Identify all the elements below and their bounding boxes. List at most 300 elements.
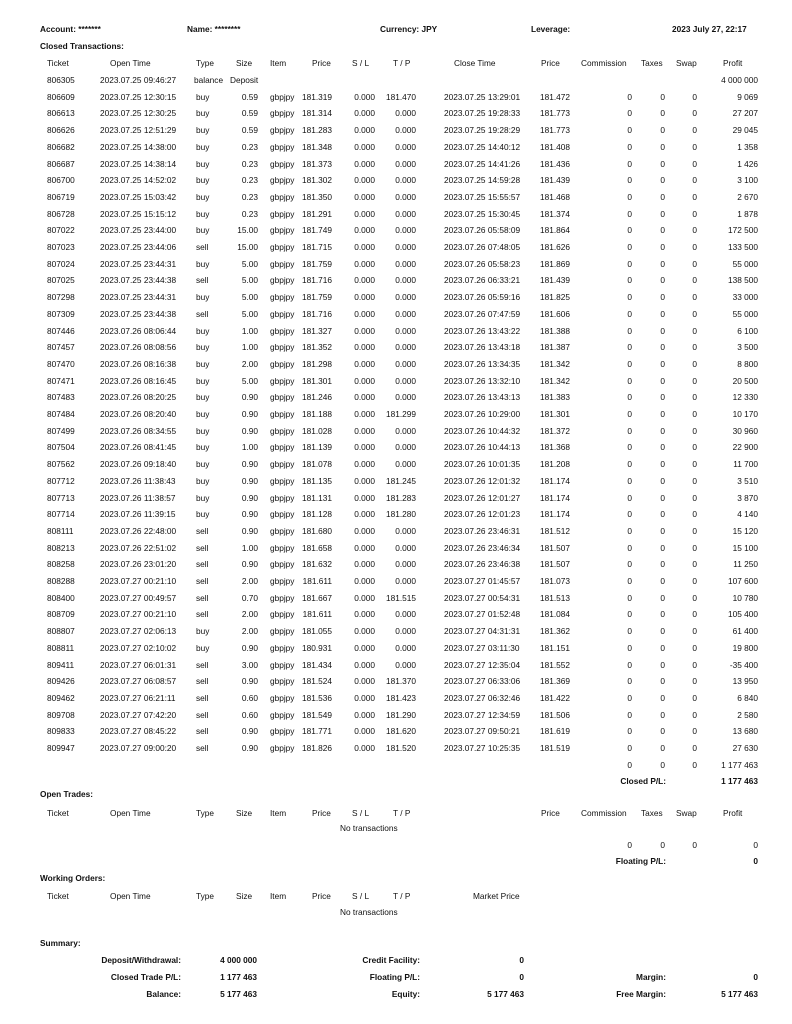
- cell-item: gbpjpy: [270, 542, 295, 553]
- cell-item: gbpjpy: [270, 325, 295, 336]
- table-row: [0, 173, 792, 190]
- cell-swap: 0: [692, 492, 697, 503]
- cell-size: 0.90: [241, 392, 258, 403]
- cell-item: gbpjpy: [270, 342, 295, 353]
- cell-sl: 0.000: [354, 743, 375, 753]
- cell-item: gbpjpy: [270, 576, 295, 586]
- balance-label: Balance:: [146, 989, 181, 999]
- cell-item: gbpjpy: [270, 676, 295, 687]
- cell-sl: 0.000: [354, 509, 375, 520]
- table-row: [0, 557, 792, 574]
- cell-size: Deposit: [230, 75, 259, 85]
- cell-swap: 0: [692, 375, 697, 386]
- cell-item: gbpjpy: [270, 525, 295, 536]
- cell-swap: 0: [692, 125, 697, 136]
- cell-commission: 0: [627, 592, 632, 603]
- cell-close-price: 181.084: [540, 609, 570, 620]
- cell-taxes: 0: [660, 175, 665, 186]
- cell-commission: 0: [627, 525, 632, 536]
- cell-size: 0.90: [241, 425, 258, 436]
- cell-swap: 0: [692, 358, 697, 369]
- total-commission: 0: [627, 759, 632, 770]
- cell-open-time: 2023.07.25 23:44:31: [100, 292, 177, 303]
- cell-taxes: 0: [660, 692, 665, 703]
- cell-price: 181.131: [302, 492, 332, 503]
- cell-tp: 181.515: [386, 592, 416, 603]
- cell-item: gbpjpy: [270, 125, 295, 136]
- cell-sl: 0.000: [354, 676, 375, 687]
- floating-pl-value: 0: [519, 972, 524, 982]
- open-column-header-12: Profit: [723, 808, 743, 818]
- cell-open-time: 2023.07.27 02:10:02: [100, 642, 177, 653]
- table-row: [0, 123, 792, 140]
- open-column-header-3: Size: [236, 808, 253, 818]
- table-row: [0, 273, 792, 290]
- cell-profit: 22 900: [732, 442, 758, 453]
- cell-close-time: 2023.07.26 13:43:13: [444, 392, 521, 403]
- cell-ticket: 806613: [47, 108, 75, 119]
- cell-size: 0.23: [241, 208, 258, 219]
- cell-close-time: 2023.07.25 15:55:57: [444, 191, 521, 202]
- cell-profit: 11 250: [733, 559, 758, 570]
- cell-close-time: 2023.07.26 05:58:23: [444, 258, 521, 269]
- cell-swap: 0: [692, 642, 697, 653]
- cell-sl: 0.000: [354, 191, 375, 202]
- cell-commission: 0: [627, 559, 632, 570]
- cell-tp: 181.520: [386, 743, 416, 753]
- cell-ticket: 808400: [47, 592, 75, 603]
- cell-swap: 0: [692, 692, 697, 703]
- cell-taxes: 0: [660, 442, 665, 453]
- cell-ticket: 809947: [47, 743, 75, 753]
- cell-ticket: 806728: [47, 208, 75, 219]
- total-taxes: 0: [660, 759, 665, 770]
- total-swap: 0: [692, 759, 697, 770]
- cell-ticket: 808258: [47, 559, 75, 570]
- cell-ticket: 807457: [47, 342, 75, 353]
- cell-sl: 0.000: [354, 459, 375, 470]
- cell-tp: 0.000: [395, 158, 416, 169]
- cell-item: gbpjpy: [270, 191, 295, 202]
- cell-size: 0.90: [241, 559, 258, 570]
- cell-price: 181.301: [302, 375, 332, 386]
- cell-close-price: 181.342: [540, 375, 570, 386]
- cell-commission: 0: [627, 509, 632, 520]
- cell-swap: 0: [692, 509, 697, 520]
- cell-size: 2.00: [241, 626, 258, 637]
- cell-size: 5.00: [241, 258, 258, 269]
- cell-price: 181.350: [302, 191, 332, 202]
- cell-sl: 0.000: [354, 442, 375, 453]
- open-column-header-8: Price: [541, 808, 560, 818]
- cell-price: 181.716: [302, 275, 332, 286]
- column-header-commission: Commission: [581, 58, 627, 68]
- cell-profit: 138 500: [728, 275, 758, 286]
- cell-price: 181.826: [302, 743, 332, 753]
- cell-item: gbpjpy: [270, 225, 295, 236]
- cell-swap: 0: [692, 325, 697, 336]
- cell-type: sell: [196, 609, 209, 620]
- cell-type: buy: [196, 409, 210, 419]
- cell-open-time: 2023.07.26 08:20:40: [100, 409, 177, 419]
- cell-profit: 55 000: [732, 258, 758, 269]
- cell-sl: 0.000: [354, 342, 375, 353]
- column-header-swap: Swap: [676, 58, 697, 68]
- working-orders-empty-row: [0, 905, 792, 922]
- cell-sl: 0.000: [354, 659, 375, 670]
- open-column-header-1: Open Time: [110, 808, 151, 818]
- orders-column-header-2: Type: [196, 891, 214, 901]
- cell-ticket: 807712: [47, 475, 75, 486]
- cell-price: 181.352: [302, 342, 332, 353]
- cell-price: 181.549: [302, 709, 332, 720]
- cell-item: gbpjpy: [270, 409, 295, 419]
- cell-commission: 0: [627, 492, 632, 503]
- cell-size: 1.00: [241, 542, 258, 553]
- cell-item: gbpjpy: [270, 609, 295, 620]
- cell-tp: 0.000: [395, 459, 416, 470]
- cell-profit: 27 630: [732, 743, 758, 753]
- open-total-commission: 0: [627, 840, 632, 850]
- table-row: [0, 541, 792, 558]
- cell-item: gbpjpy: [270, 659, 295, 670]
- working-orders-empty: No transactions: [340, 907, 398, 917]
- cell-profit: 105 400: [728, 609, 758, 620]
- cell-item: gbpjpy: [270, 509, 295, 520]
- cell-type: buy: [196, 325, 210, 336]
- cell-close-time: 2023.07.27 03:11:30: [444, 642, 520, 653]
- cell-commission: 0: [627, 709, 632, 720]
- cell-profit: 33 000: [732, 292, 758, 303]
- cell-taxes: 0: [660, 358, 665, 369]
- cell-item: gbpjpy: [270, 475, 295, 486]
- cell-tp: 0.000: [395, 609, 416, 620]
- cell-close-price: 181.422: [540, 692, 570, 703]
- table-row: [0, 591, 792, 608]
- cell-profit: 6 840: [737, 692, 758, 703]
- cell-open-time: 2023.07.26 22:48:00: [100, 525, 177, 536]
- cell-swap: 0: [692, 141, 697, 152]
- table-row: [0, 708, 792, 725]
- column-header-taxes: Taxes: [641, 58, 663, 68]
- cell-close-price: 181.342: [540, 358, 570, 369]
- cell-profit: 61 400: [732, 626, 758, 637]
- cell-profit: 172 500: [728, 225, 758, 236]
- cell-ticket: 806305: [47, 75, 75, 85]
- cell-ticket: 808288: [47, 576, 75, 586]
- cell-taxes: 0: [660, 726, 665, 737]
- cell-price: 181.632: [302, 559, 332, 570]
- table-row: [0, 257, 792, 274]
- table-row: [0, 407, 792, 424]
- cell-swap: 0: [692, 576, 697, 586]
- cell-close-time: 2023.07.26 10:44:13: [444, 442, 521, 453]
- table-row: [0, 658, 792, 675]
- equity-label: Equity:: [391, 989, 420, 999]
- column-header-profit: Profit: [723, 58, 743, 68]
- cell-ticket: 807504: [47, 442, 75, 453]
- cell-taxes: 0: [660, 542, 665, 553]
- cell-commission: 0: [627, 542, 632, 553]
- cell-size: 0.70: [241, 592, 258, 603]
- column-header-ticket: Ticket: [47, 58, 69, 68]
- table-row: [0, 157, 792, 174]
- cell-size: 0.90: [241, 525, 258, 536]
- cell-tp: 0.000: [395, 258, 416, 269]
- cell-ticket: 807446: [47, 325, 75, 336]
- cell-tp: 0.000: [395, 125, 416, 136]
- cell-commission: 0: [627, 325, 632, 336]
- cell-close-price: 181.864: [540, 225, 570, 236]
- cell-profit: 3 500: [737, 342, 758, 353]
- cell-taxes: 0: [660, 409, 665, 419]
- account-label: Account: *******: [40, 24, 101, 34]
- credit-facility-value: 0: [519, 955, 524, 965]
- cell-tp: 0.000: [395, 342, 416, 353]
- cell-close-price: 181.468: [540, 191, 570, 202]
- open-trades-header-row: [0, 805, 792, 822]
- cell-close-price: 181.372: [540, 425, 570, 436]
- cell-tp: 0.000: [395, 358, 416, 369]
- cell-item: gbpjpy: [270, 175, 295, 186]
- cell-taxes: 0: [660, 108, 665, 119]
- cell-ticket: 808111: [47, 525, 74, 536]
- cell-type: buy: [196, 91, 210, 102]
- cell-sl: 0.000: [354, 208, 375, 219]
- cell-open-time: 2023.07.27 06:01:31: [100, 659, 177, 670]
- cell-type: buy: [196, 442, 210, 453]
- cell-type: buy: [196, 292, 210, 303]
- cell-close-time: 2023.07.26 23:46:31: [444, 525, 521, 536]
- cell-price: 181.246: [302, 392, 332, 403]
- cell-open-time: 2023.07.25 23:44:38: [100, 308, 177, 319]
- table-row: [0, 674, 792, 691]
- column-header-type: Type: [196, 58, 214, 68]
- cell-close-time: 2023.07.26 06:33:21: [444, 275, 521, 286]
- margin-value: 0: [753, 972, 758, 982]
- cell-open-time: 2023.07.26 22:51:02: [100, 542, 177, 553]
- credit-facility-label: Credit Facility:: [362, 955, 420, 965]
- cell-commission: 0: [627, 659, 632, 670]
- cell-taxes: 0: [660, 659, 665, 670]
- cell-swap: 0: [692, 292, 697, 303]
- cell-size: 0.90: [241, 509, 258, 520]
- cell-type: buy: [196, 225, 210, 236]
- orders-column-header-3: Size: [236, 891, 253, 901]
- cell-swap: 0: [692, 242, 697, 252]
- cell-swap: 0: [692, 275, 697, 286]
- cell-ticket: 808811: [47, 642, 75, 653]
- cell-commission: 0: [627, 242, 632, 252]
- cell-open-time: 2023.07.26 08:08:56: [100, 342, 177, 353]
- cell-taxes: 0: [660, 258, 665, 269]
- cell-price: 181.055: [302, 626, 332, 637]
- table-row: [0, 524, 792, 541]
- open-column-header-7: T / P: [393, 808, 411, 818]
- cell-close-price: 181.301: [540, 409, 570, 419]
- cell-type: buy: [196, 642, 210, 653]
- cell-tp: 0.000: [395, 292, 416, 303]
- open-total-swap: 0: [692, 840, 697, 850]
- cell-sl: 0.000: [354, 592, 375, 603]
- column-header-size: Size: [236, 58, 253, 68]
- cell-price: 181.078: [302, 459, 332, 470]
- cell-close-time: 2023.07.26 23:46:38: [444, 559, 521, 570]
- cell-swap: 0: [692, 308, 697, 319]
- cell-type: buy: [196, 342, 210, 353]
- cell-open-time: 2023.07.25 14:38:00: [100, 141, 177, 152]
- cell-sl: 0.000: [354, 375, 375, 386]
- table-row: [0, 207, 792, 224]
- cell-ticket: 807309: [47, 308, 75, 319]
- cell-close-time: 2023.07.26 13:43:22: [444, 325, 521, 336]
- cell-sl: 0.000: [354, 108, 375, 119]
- cell-taxes: 0: [660, 626, 665, 637]
- cell-ticket: 807713: [47, 492, 75, 503]
- cell-sl: 0.000: [354, 542, 375, 553]
- cell-size: 1.00: [241, 442, 258, 453]
- cell-price: 181.373: [302, 158, 332, 169]
- cell-price: 181.319: [302, 91, 332, 102]
- table-row: [0, 724, 792, 741]
- open-column-header-9: Commission: [581, 808, 627, 818]
- cell-swap: 0: [692, 409, 697, 419]
- cell-size: 0.90: [241, 642, 258, 653]
- cell-profit: 133 500: [728, 242, 758, 252]
- currency-label: Currency: JPY: [380, 24, 438, 34]
- cell-close-price: 181.606: [540, 308, 570, 319]
- cell-close-time: 2023.07.26 23:46:34: [444, 542, 521, 553]
- cell-tp: 0.000: [395, 542, 416, 553]
- column-header-close-time: Close Time: [454, 58, 496, 68]
- cell-commission: 0: [627, 342, 632, 353]
- cell-type: sell: [196, 659, 209, 670]
- cell-close-price: 181.507: [540, 542, 570, 553]
- cell-ticket: 807470: [47, 358, 75, 369]
- cell-profit: 20 500: [732, 375, 758, 386]
- cell-ticket: 809708: [47, 709, 75, 720]
- cell-profit: 15 100: [732, 542, 758, 553]
- cell-swap: 0: [692, 525, 697, 536]
- cell-close-price: 181.506: [540, 709, 570, 720]
- cell-size: 5.00: [241, 308, 258, 319]
- cell-sl: 0.000: [354, 626, 375, 637]
- deposit-value: 4 000 000: [220, 955, 257, 965]
- cell-close-price: 181.208: [540, 459, 570, 470]
- working-orders-header-row: [0, 888, 792, 905]
- cell-size: 0.90: [241, 475, 258, 486]
- cell-size: 2.00: [241, 576, 258, 586]
- cell-size: 0.90: [241, 726, 258, 737]
- cell-type: buy: [196, 392, 210, 403]
- cell-swap: 0: [692, 258, 697, 269]
- cell-taxes: 0: [660, 709, 665, 720]
- cell-size: 0.59: [241, 125, 258, 136]
- cell-close-time: 2023.07.27 01:52:48: [444, 609, 521, 620]
- cell-size: 1.00: [241, 342, 258, 353]
- table-row: [0, 641, 792, 658]
- open-column-header-0: Ticket: [47, 808, 69, 818]
- cell-ticket: 807484: [47, 409, 75, 419]
- cell-sl: 0.000: [354, 308, 375, 319]
- cell-close-price: 181.436: [540, 158, 570, 169]
- cell-item: gbpjpy: [270, 392, 295, 403]
- cell-taxes: 0: [660, 325, 665, 336]
- cell-open-time: 2023.07.27 00:21:10: [100, 576, 177, 586]
- open-trades-title: Open Trades:: [40, 789, 94, 799]
- cell-item: gbpjpy: [270, 258, 295, 269]
- cell-open-time: 2023.07.25 14:52:02: [100, 175, 177, 186]
- cell-tp: 0.000: [395, 392, 416, 403]
- closed-header-row: [0, 55, 792, 72]
- table-row: [0, 574, 792, 591]
- cell-item: gbpjpy: [270, 425, 295, 436]
- cell-open-time: 2023.07.26 08:41:45: [100, 442, 177, 453]
- cell-close-time: 2023.07.26 13:34:35: [444, 358, 521, 369]
- cell-type: buy: [196, 208, 210, 219]
- cell-taxes: 0: [660, 642, 665, 653]
- leverage-label: Leverage:: [531, 24, 571, 34]
- cell-commission: 0: [627, 158, 632, 169]
- cell-swap: 0: [692, 91, 697, 102]
- cell-price: 181.028: [302, 425, 332, 436]
- cell-type: buy: [196, 191, 210, 202]
- cell-close-time: 2023.07.27 10:25:35: [444, 743, 521, 753]
- cell-open-time: 2023.07.26 11:39:15: [100, 509, 176, 520]
- cell-type: sell: [196, 242, 209, 252]
- cell-close-time: 2023.07.26 07:47:59: [444, 308, 521, 319]
- cell-tp: 0.000: [395, 442, 416, 453]
- cell-tp: 0.000: [395, 108, 416, 119]
- cell-close-price: 181.368: [540, 442, 570, 453]
- balance-value: 5 177 463: [220, 989, 257, 999]
- cell-taxes: 0: [660, 475, 665, 486]
- cell-sl: 0.000: [354, 125, 375, 136]
- cell-swap: 0: [692, 475, 697, 486]
- orders-column-header-1: Open Time: [110, 891, 151, 901]
- cell-size: 0.23: [241, 175, 258, 186]
- cell-close-price: 181.369: [540, 676, 570, 687]
- cell-ticket: 808213: [47, 542, 75, 553]
- cell-swap: 0: [692, 726, 697, 737]
- cell-item: gbpjpy: [270, 642, 295, 653]
- cell-close-price: 181.552: [540, 659, 570, 670]
- table-row: [0, 73, 792, 90]
- cell-open-time: 2023.07.25 15:15:12: [100, 208, 177, 219]
- cell-close-price: 181.174: [540, 475, 570, 486]
- cell-commission: 0: [627, 191, 632, 202]
- cell-commission: 0: [627, 442, 632, 453]
- cell-type: buy: [196, 375, 210, 386]
- cell-taxes: 0: [660, 609, 665, 620]
- cell-taxes: 0: [660, 208, 665, 219]
- cell-sl: 0.000: [354, 358, 375, 369]
- cell-sl: 0.000: [354, 709, 375, 720]
- column-header-sl: S / L: [352, 58, 370, 68]
- cell-item: gbpjpy: [270, 308, 295, 319]
- cell-sl: 0.000: [354, 225, 375, 236]
- cell-open-time: 2023.07.25 14:38:14: [100, 158, 177, 169]
- cell-close-price: 181.519: [540, 743, 570, 753]
- cell-taxes: 0: [660, 375, 665, 386]
- cell-ticket: 807025: [47, 275, 75, 286]
- cell-size: 3.00: [241, 659, 258, 670]
- cell-swap: 0: [692, 175, 697, 186]
- cell-item: gbpjpy: [270, 208, 295, 219]
- cell-size: 15.00: [237, 242, 258, 252]
- cell-profit: 13 950: [732, 676, 758, 687]
- cell-close-time: 2023.07.25 19:28:33: [444, 108, 521, 119]
